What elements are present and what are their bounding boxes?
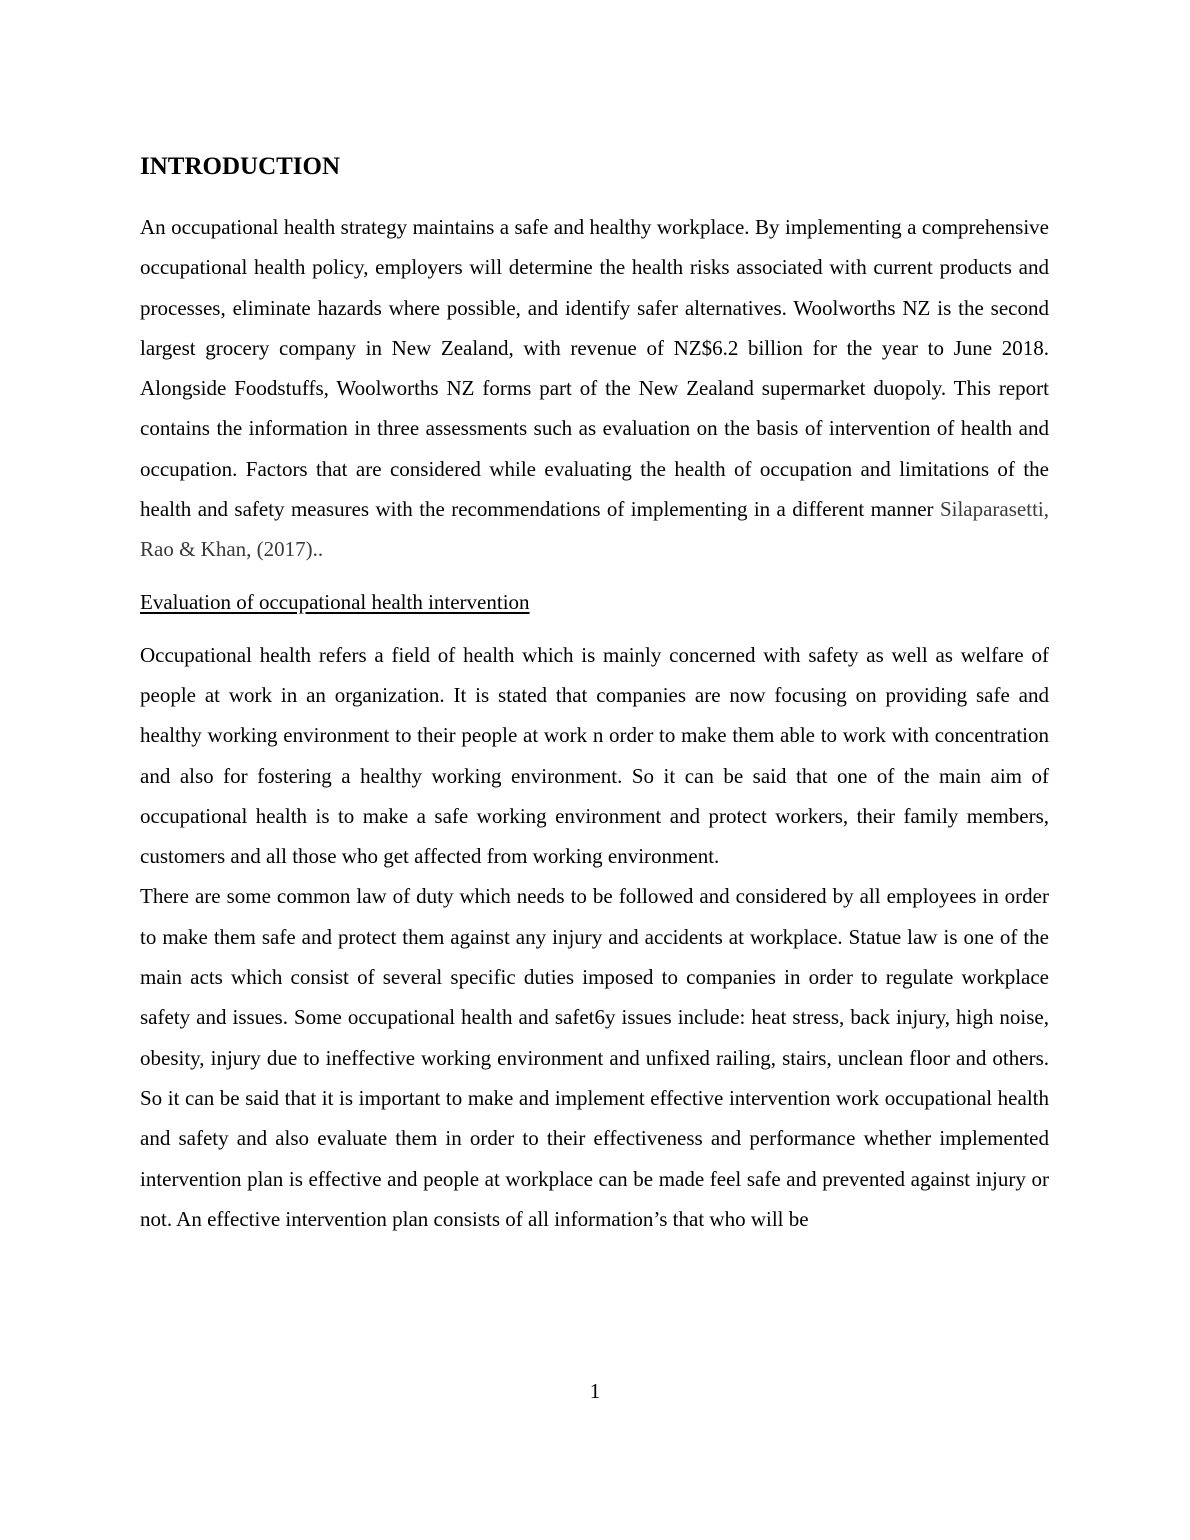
evaluation-paragraph-1: Occupational health refers a field of health which is mainly concerned with safety as well as welfare of people at work in an organization. It is stated that companies are now focusing on providing safe and healthy working environment to their people at work n order to make them able to work with concentration and also for fostering a healthy working environment. So it can be said that one of the main aim of occupational health is to make a safe working environment and protect workers, their family members, customers and all those who get affected from working environment. [140, 642, 1049, 869]
section-heading-introduction: INTRODUCTION [140, 153, 341, 180]
intro-citation: Silaparasetti, Rao & Khan, (2017).. [140, 497, 1049, 562]
page-content [140, 150, 1049, 1239]
subheading-evaluation: Evaluation of occupational health intervention [140, 589, 530, 614]
page-number: 1 [589, 1379, 601, 1403]
evaluation-paragraph-2: There are some common law of duty which needs to be followed and considered by all employees in order to make them safe and protect them against any injury and accidents at workplace. Statue law is one of the main acts which consist of several specific duties imposed to companies in order to regulate workplace safety and issues. Some occupational health and safet6y issues include: heat stress, back injury, high noise, obesity, injury due to ineffective working environment and unfixed railing, stairs, unclean floor and others. So it can be said that it is important to make and implement effective intervention work occupational health and safety and also evaluate them in order to their effectiveness and performance whether implemented intervention plan is effective and people at workplace can be made feel safe and prevented against injury or not. An effective intervention plan consists of all information’s that who will be [140, 884, 1049, 1231]
intro-paragraph [140, 207, 1049, 570]
intro-paragraph-text: An occupational health strategy maintains a safe and healthy workplace. By implementing a comprehensive occupational health policy, employers will determine the health risks associated with current products and processes, eliminate hazards where possible, and identify safer alternatives. Woolworths NZ is the second largest grocery company in New Zealand, with revenue of NZ$6.2 billion for the year to June 2018. Alongside Foodstuffs, Woolworths NZ forms part of the New Zealand supermarket duopoly. This report contains the information in three assessments such as evaluation on the basis of intervention of health and occupation. Factors that are considered while evaluating the health of occupation and limitations of the health and safety measures with the recommendations of implementing in a different manner [140, 215, 1049, 522]
